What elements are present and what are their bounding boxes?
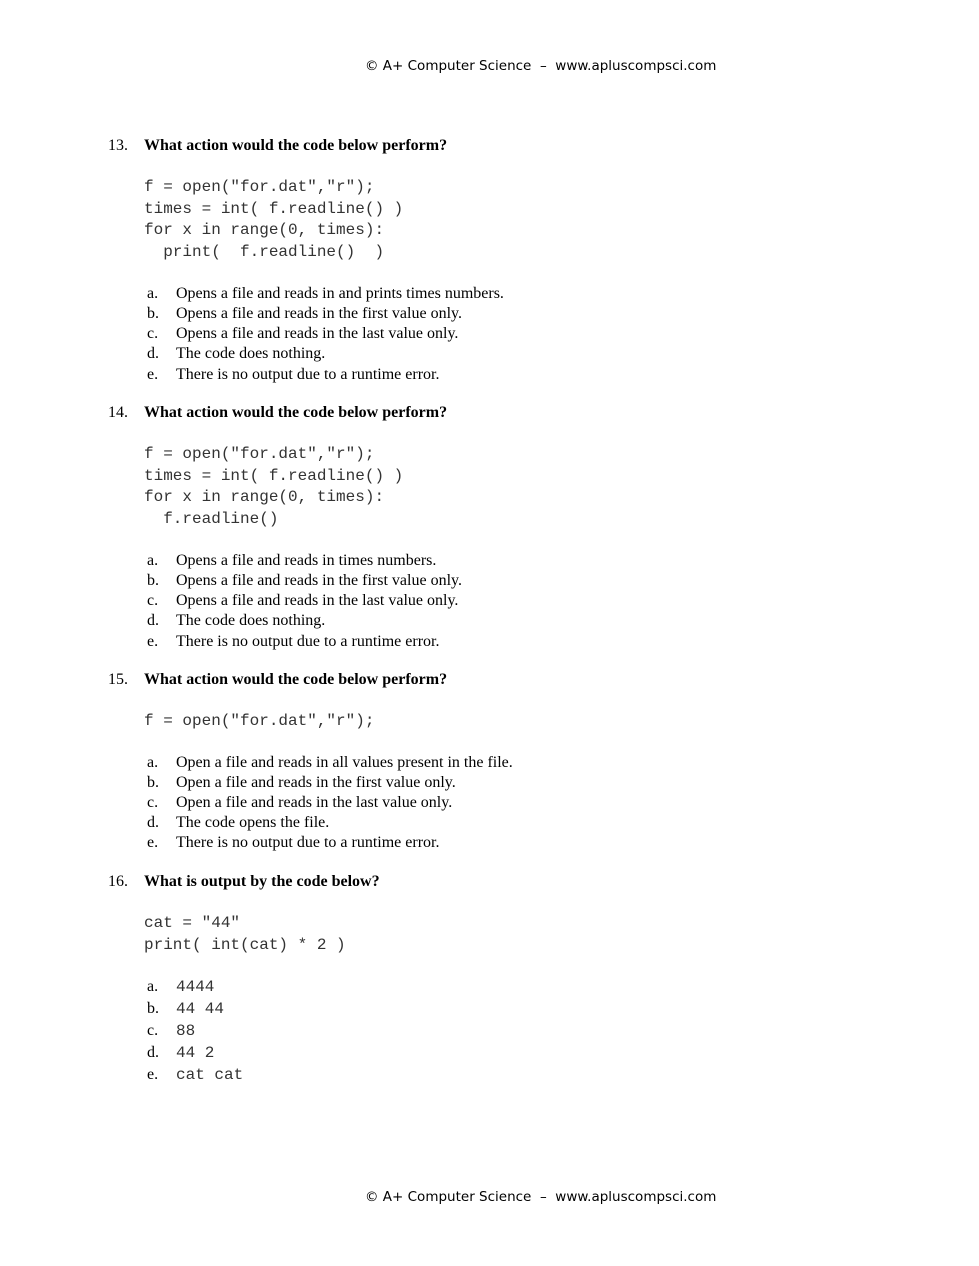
question-13: [108, 135, 808, 385]
choice-c: [147, 1020, 808, 1042]
choice-text: 4444: [176, 978, 215, 997]
choice-e: [147, 365, 808, 385]
choice-letter: c.: [147, 325, 159, 343]
choice-text: Opens a file and reads in the first value only.: [176, 572, 462, 589]
choice-text: There is no output due to a runtime error.: [176, 365, 440, 383]
choice-e: [147, 833, 808, 853]
choice-letter: c.: [147, 1022, 159, 1039]
choice-text: There is no output due to a runtime error.: [176, 834, 440, 852]
question-14: [108, 402, 808, 652]
choice-letter: d.: [147, 612, 159, 630]
choice-text: Open a file and reads in the first value only.: [176, 773, 456, 791]
choice-letter: d.: [147, 814, 159, 832]
choice-d: [147, 344, 808, 364]
question-15: [108, 669, 808, 854]
choice-text: The code opens the file.: [176, 814, 330, 832]
question-prompt: What is output by the code below?: [144, 873, 380, 890]
choice-letter: e.: [147, 365, 159, 383]
choice-letter: a.: [147, 978, 159, 996]
choice-text: cat cat: [176, 1065, 244, 1084]
choice-d: [147, 1042, 808, 1064]
choice-text: Opens a file and reads in the first value only.: [176, 305, 462, 322]
choice-text: Opens a file and reads in and prints times numbers.: [176, 284, 504, 302]
choice-a: [147, 284, 808, 304]
code-block: f = open("for.dat","r"); times = int( f.readline() ) for x in range(0, times): print( f.readline() ): [144, 178, 404, 262]
code-block: f = open("for.dat","r");: [144, 712, 375, 730]
choice-b: [147, 304, 808, 324]
choice-e: [147, 1064, 808, 1086]
choice-a: [147, 551, 808, 571]
choice-text: 44 2: [176, 1043, 215, 1062]
choice-text: Open a file and reads in the last value only.: [176, 794, 453, 812]
choice-letter: d.: [147, 1043, 159, 1061]
question-number: 14.: [108, 404, 128, 421]
question-number: 16.: [108, 873, 128, 890]
choice-b: [147, 773, 808, 793]
answer-choices: [147, 551, 808, 652]
choice-letter: c.: [147, 794, 159, 812]
question-prompt-line: [108, 669, 808, 691]
code-block: f = open("for.dat","r"); times = int( f.readline() ) for x in range(0, times): f.readline(): [144, 445, 404, 529]
choice-a: [147, 976, 808, 998]
page-header: © A+ Computer Science – www.apluscompsci.com: [365, 58, 717, 74]
choice-d: [147, 813, 808, 833]
choice-b: [147, 571, 808, 591]
question-number: 15.: [108, 671, 128, 688]
choice-letter: b.: [147, 773, 159, 791]
choice-text: Opens a file and reads in the last value only.: [176, 592, 459, 610]
choice-letter: d.: [147, 345, 159, 363]
choice-letter: e.: [147, 632, 159, 650]
answer-choices: [147, 976, 808, 1085]
choice-text: 88: [176, 1022, 196, 1040]
question-prompt-line: [108, 402, 808, 424]
choice-letter: e.: [147, 1065, 159, 1083]
choice-text: There is no output due to a runtime error.: [176, 632, 440, 650]
choice-text: Opens a file and reads in times numbers.: [176, 551, 437, 569]
choice-d: [147, 611, 808, 631]
choice-text: 44 44: [176, 1000, 225, 1019]
question-number: 13.: [108, 137, 128, 154]
question-16: [108, 871, 808, 1085]
question-prompt: What action would the code below perform?: [144, 671, 448, 688]
choice-letter: b.: [147, 1000, 159, 1018]
choice-c: [147, 793, 808, 813]
question-prompt-line: [108, 871, 808, 893]
question-prompt: What action would the code below perform?: [144, 404, 448, 421]
question-prompt: What action would the code below perform?: [144, 137, 448, 154]
choice-letter: c.: [147, 592, 159, 610]
choice-letter: a.: [147, 284, 159, 302]
answer-choices: [147, 753, 808, 854]
choice-c: [147, 324, 808, 344]
choice-text: Opens a file and reads in the last value only.: [176, 325, 459, 343]
choice-letter: a.: [147, 551, 159, 569]
choice-letter: e.: [147, 834, 159, 852]
choice-letter: b.: [147, 572, 159, 589]
answer-choices: [147, 284, 808, 385]
choice-text: The code does nothing.: [176, 612, 326, 630]
choice-b: [147, 998, 808, 1020]
choice-letter: a.: [147, 753, 159, 771]
choice-letter: b.: [147, 305, 159, 322]
choice-text: The code does nothing.: [176, 345, 326, 363]
choice-a: [147, 753, 808, 773]
choice-e: [147, 632, 808, 652]
code-block: cat = "44" print( int(cat) * 2 ): [144, 914, 346, 954]
choice-c: [147, 591, 808, 611]
choice-text: Open a file and reads in all values present in the file.: [176, 753, 513, 771]
page-footer: © A+ Computer Science – www.apluscompsci.com: [365, 1189, 717, 1205]
question-prompt-line: [108, 135, 808, 157]
